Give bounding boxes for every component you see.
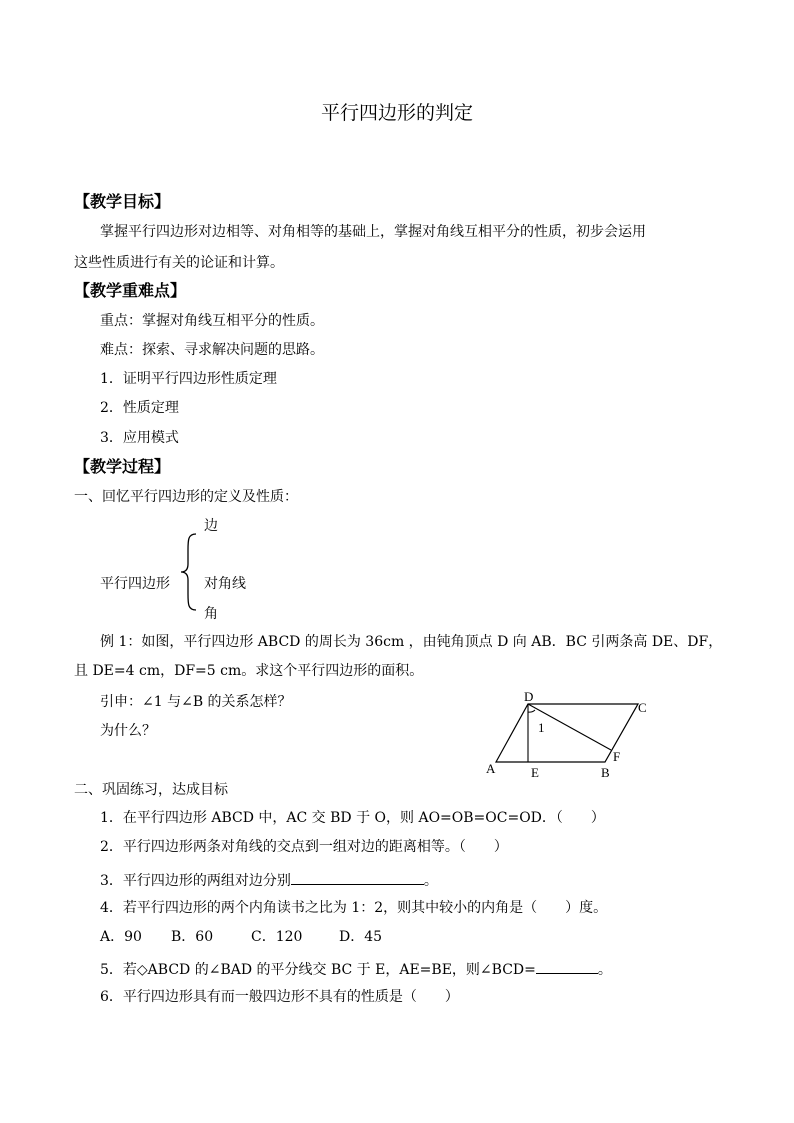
key-list-item-1: 1．证明平行四边形性质定理 — [100, 371, 277, 387]
brace-item-side: 边 — [204, 518, 218, 534]
exercise-5-text: 5．若◇ABCD 的∠BAD 的平分线交 BC 于 E，AE=BE，则∠BCD= — [100, 962, 536, 978]
exercise-2: 2．平行四边形两条对角线的交点到一组对边的距离相等。（ ） — [100, 839, 508, 855]
exercise-6: 6．平行四边形具有而一般四边形不具有的性质是（ ） — [100, 989, 459, 1005]
part2-heading: 二、巩固练习，达成目标 — [74, 782, 228, 798]
exercise-1: 1．在平行四边形 ABCD 中，AC 交 BD 于 O，则 AO=OB=OC=OD．（ ） — [100, 810, 605, 826]
key-points-heading: 【教学重难点】 — [74, 281, 187, 300]
exercise-4: 4．若平行四边形的两个内角读书之比为 1：2，则其中较小的内角是（ ）度。 — [100, 900, 608, 916]
example-line1: 例 1：如图，平行四边形 ABCD 的周长为 36cm ，由钝角顶点 D 向 AB．BC 引两条高 DE、DF， — [100, 634, 723, 650]
difficulty-text: 难点：探索、寻求解决问题的思路。 — [100, 342, 324, 358]
parallelogram-figure — [480, 690, 660, 782]
label-b: B — [601, 765, 610, 780]
key-list-item-3: 3．应用模式 — [100, 430, 179, 446]
key-point-text: 重点：掌握对角线互相平分的性质。 — [100, 313, 324, 329]
label-d: D — [524, 690, 534, 704]
goals-heading: 【教学目标】 — [74, 192, 171, 211]
exercise-3 — [100, 869, 438, 891]
brace-item-angle: 角 — [204, 606, 218, 622]
goals-text-line2: 这些性质进行有关的论证和计算。 — [74, 255, 284, 271]
extension-question: 引申：∠1 与∠B 的关系怎样？ — [100, 694, 292, 710]
exercise-4-option-d: D．45 — [339, 929, 383, 945]
key-list-item-2: 2．性质定理 — [100, 400, 179, 416]
exercise-4-option-b: B．60 — [171, 929, 214, 945]
label-c: C — [638, 700, 647, 715]
brace-item-diagonal: 对角线 — [204, 576, 246, 592]
exercise-3-text: 3．平行四边形的两组对边分别 — [100, 873, 291, 889]
angle-1-arc — [528, 710, 535, 712]
why-question: 为什么？ — [100, 723, 156, 739]
label-a: A — [486, 761, 496, 776]
exercise-4-option-a: A．90 — [100, 929, 142, 945]
curly-brace — [178, 532, 200, 612]
exercise-5 — [100, 958, 612, 980]
label-e: E — [531, 765, 539, 780]
label-f: F — [613, 749, 621, 764]
example-line2: 且 DE=4 cm，DF=5 cm。求这个平行四边形的面积。 — [74, 663, 424, 679]
exercise-3-end: 。 — [423, 873, 438, 889]
exercise-5-end: 。 — [597, 962, 612, 978]
label-angle-1: 1 — [538, 720, 545, 735]
part1-heading: 一、回忆平行四边形的定义及性质： — [74, 489, 298, 505]
exercise-3-blank[interactable] — [291, 869, 424, 885]
brace-label: 平行四边形 — [100, 576, 170, 592]
exercise-5-blank[interactable] — [536, 958, 598, 974]
goals-text-line1: 掌握平行四边形对边相等、对角相等的基础上，掌握对角线互相平分的性质，初步会运用 — [100, 224, 646, 240]
process-heading: 【教学过程】 — [74, 457, 171, 476]
exercise-4-option-c: C．120 — [251, 929, 303, 945]
page-title: 平行四边形的判定 — [320, 102, 473, 124]
